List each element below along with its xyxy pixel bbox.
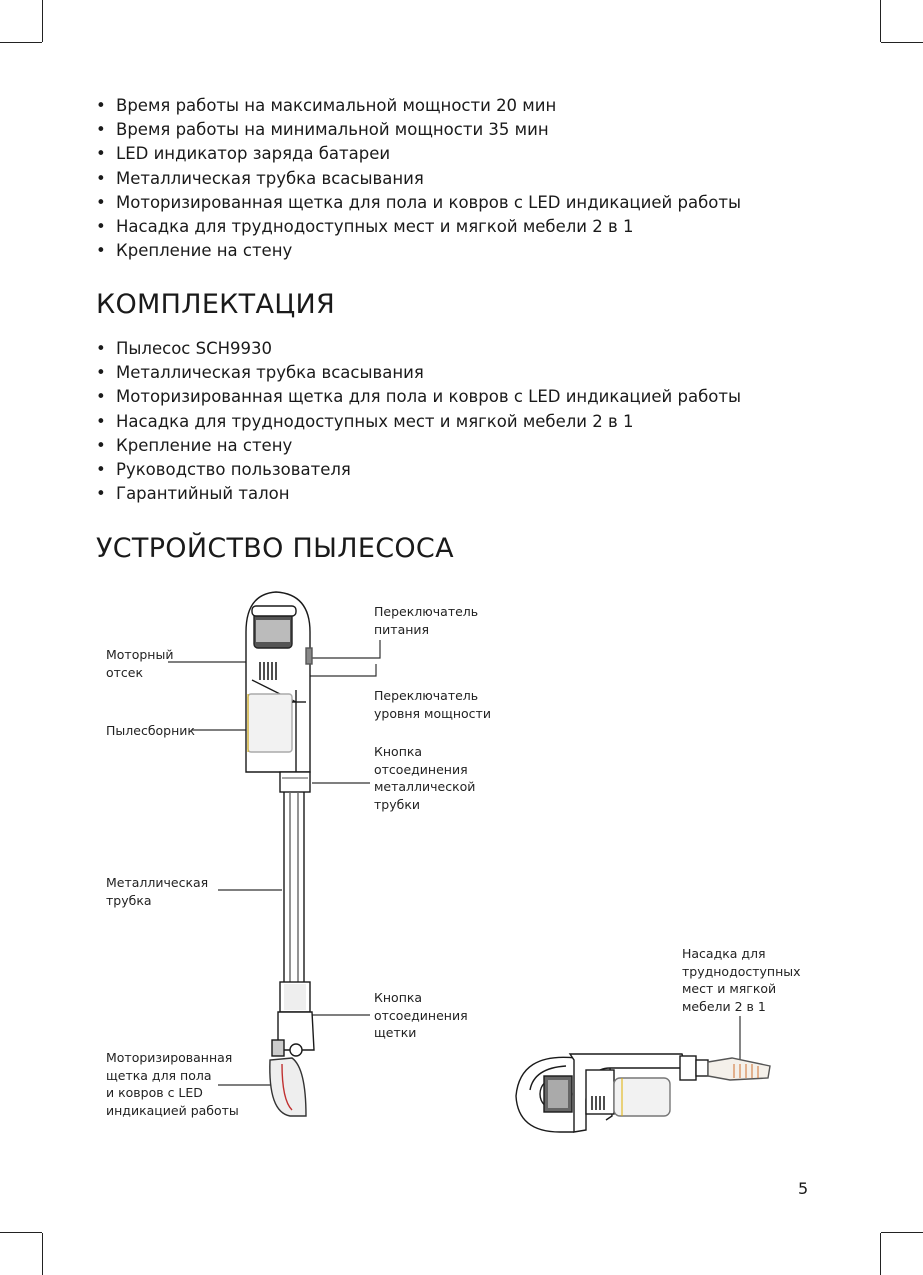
list-item: • Насадка для труднодоступных мест и мягкой мебели 2 в 1	[96, 215, 741, 239]
list-item: • Руководство пользователя	[96, 458, 741, 482]
motor-label: Моторный отсек	[106, 647, 174, 680]
handheld-vacuum	[516, 1054, 770, 1132]
dustbin-label: Пылесборник	[106, 723, 195, 738]
leader-line	[310, 664, 376, 676]
power-switch-label: Переключатель питания	[374, 604, 479, 637]
list-item: • Время работы на минимальной мощности 35 мин	[96, 118, 741, 142]
list-item: • Моторизированная щетка для пола и ковров с LED индикацией работы	[96, 385, 741, 409]
tube-release-label: Кнопка отсоединения металлической трубки	[374, 744, 476, 812]
brush-release-label: Кнопка отсоединения щетки	[374, 990, 468, 1040]
list-item: • Гарантийный талон	[96, 482, 741, 506]
power-level-label: Переключатель уровня мощности	[374, 688, 491, 721]
kit-heading: КОМПЛЕКТАЦИЯ	[96, 289, 336, 320]
leader-line	[310, 640, 380, 658]
list-item: • Крепление на стену	[96, 239, 741, 263]
list-item: • Крепление на стену	[96, 434, 741, 458]
tube-label: Металлическая трубка	[106, 875, 209, 908]
page-number: 5	[798, 1179, 809, 1198]
brush-label: Моторизированная щетка для пола и ковров с LED индикацией работы	[106, 1050, 239, 1118]
device-heading: УСТРОЙСТВО ПЫЛЕСОСА	[96, 533, 454, 564]
list-item: • LED индикатор заряда батареи	[96, 142, 741, 166]
upright-vacuum	[246, 592, 314, 1116]
list-item: • Моторизированная щетка для пола и ковров с LED индикацией работы	[96, 191, 741, 215]
list-item: • Металлическая трубка всасывания	[96, 361, 741, 385]
crevice-tool-label: Насадка для труднодоступных мест и мягкой мебели 2 в 1	[682, 946, 801, 1014]
list-item: • Время работы на максимальной мощности 20 мин	[96, 94, 741, 118]
list-item: • Пылесос SCH9930	[96, 337, 741, 361]
list-item: • Насадка для труднодоступных мест и мягкой мебели 2 в 1	[96, 410, 741, 434]
list-item: • Металлическая трубка всасывания	[96, 167, 741, 191]
